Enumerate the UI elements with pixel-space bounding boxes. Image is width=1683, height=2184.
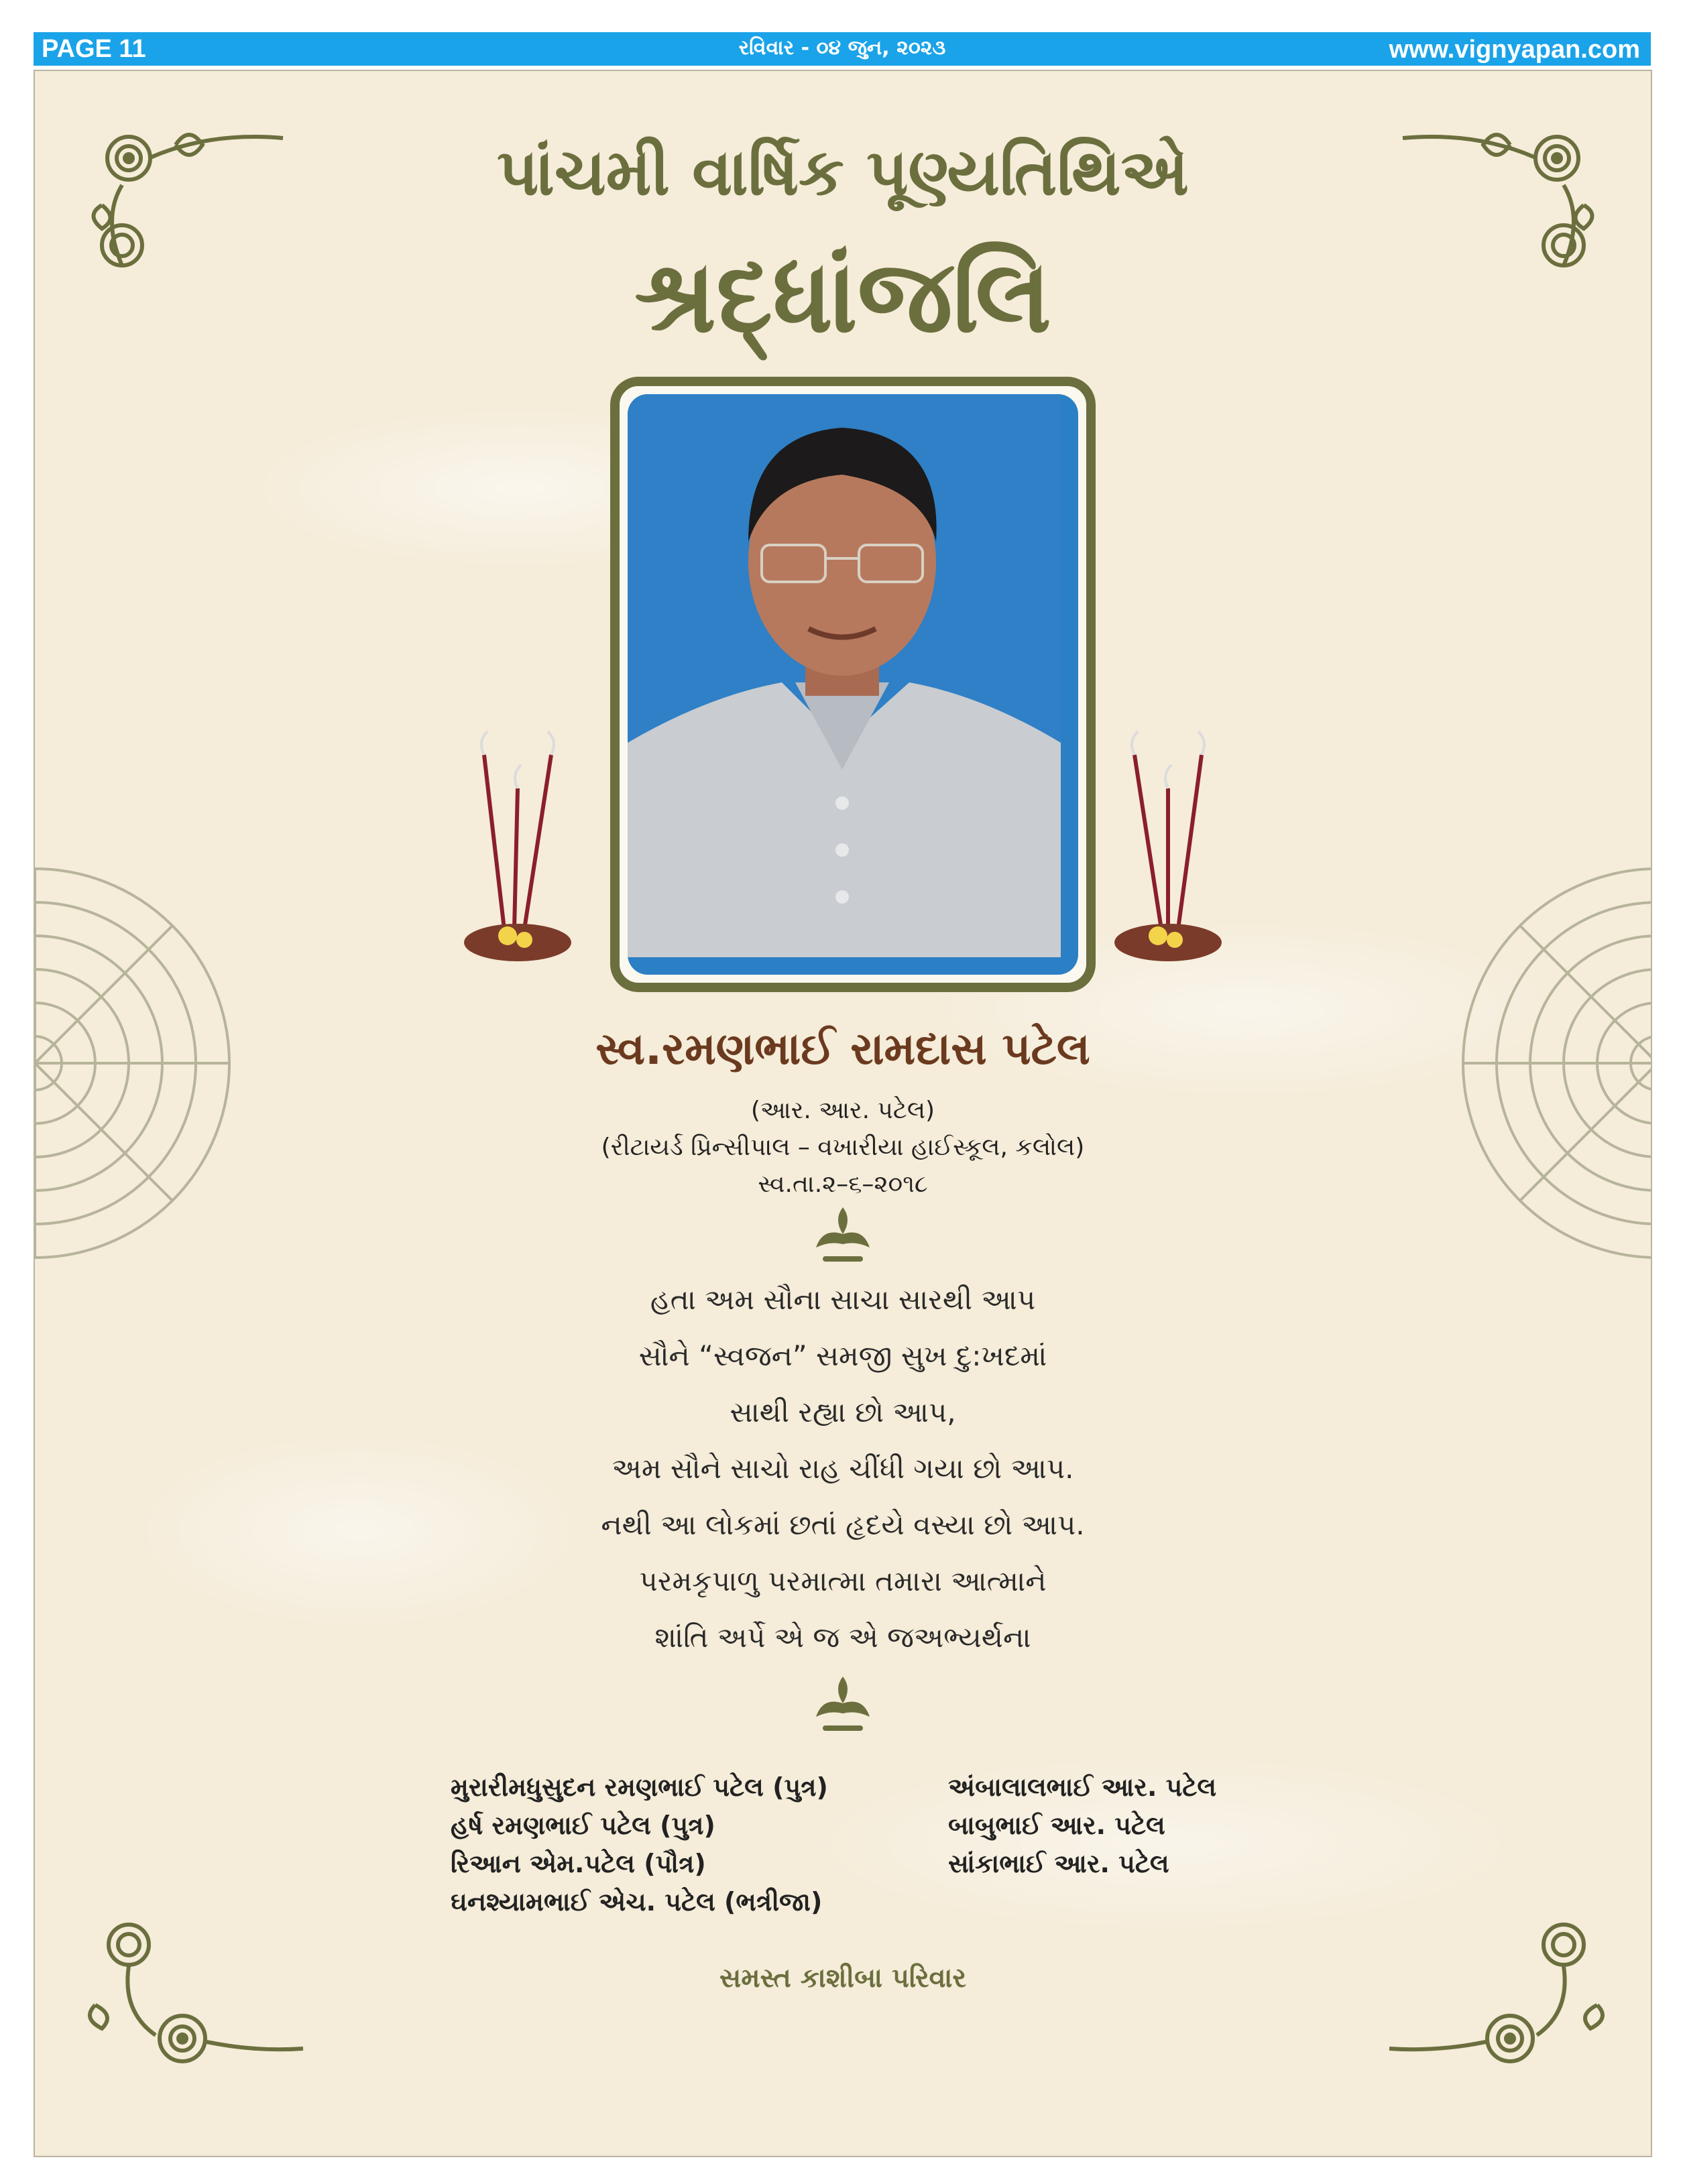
page-number: PAGE 11: [42, 35, 146, 63]
portrait-photo: [628, 394, 1078, 975]
incense-stand-right-icon: [1101, 728, 1235, 983]
family-signature: સમસ્ત કાશીબા પરિવાર: [719, 1963, 967, 1994]
poem-line-3: સાથી રહ્યા છો આપ,: [730, 1396, 956, 1429]
portrait-frame: [610, 377, 1096, 992]
flourish-divider-bottom-icon: [809, 1673, 876, 1740]
obituary-card: [34, 70, 1652, 2157]
tribute-heading: શ્રદ્ધાંજલિ: [634, 239, 1052, 355]
issue-date: રવિવાર - ૦૪ જુન, ૨૦૨૩: [738, 36, 946, 60]
top-bar: [34, 32, 1651, 66]
poem-line-5: નથી આ લોકમાં છતાં હૃદયે વસ્યા છો આપ.: [601, 1508, 1085, 1541]
deceased-designation: (રીટાયર્ડ પ્રિન્સીપાલ – વખારીયા હાઈસ્કૂલ, કલોલ): [601, 1134, 1085, 1161]
family-member: મુરારીમધુસુદન રમણભાઈ પટેલ (પુત્ર): [451, 1772, 828, 1802]
family-member: ઘનશ્યામભાઈ એચ. પટેલ (ભત્રીજા): [451, 1887, 823, 1917]
flourish-divider-top-icon: [809, 1204, 876, 1271]
family-member: રિઆન એમ.પટેલ (પૌત્ર): [451, 1849, 706, 1878]
family-member: બાબુભાઈ આર. પટેલ: [948, 1811, 1165, 1840]
anniversary-heading: પાંચમી વાર્ષિક પૂણ્યતિથિએ: [497, 135, 1189, 210]
poem-line-2: સૌને “સ્વજન” સમજી સુખ દુ:ખદમાં: [638, 1339, 1047, 1372]
poem-line-1: હતા અમ સૌના સાચા સારથી આપ: [650, 1283, 1036, 1316]
deceased-name: સ્વ.રમણભાઈ રામદાસ પટેલ: [595, 1023, 1090, 1075]
incense-stand-left-icon: [451, 728, 585, 983]
poem-line-6: પરમકૃપાળુ પરમાત્મા તમારા આત્માને: [639, 1565, 1047, 1597]
deceased-death-date: સ્વ.તા.૨–૬–૨૦૧૮: [758, 1170, 928, 1198]
family-member: સાંકાભાઈ આર. પટેલ: [948, 1849, 1169, 1878]
deceased-alias: (આર. આર. પટેલ): [750, 1097, 935, 1124]
family-member: હર્ષ રમણભાઈ પટેલ (પુત્ર): [451, 1811, 715, 1840]
family-member: અંબાલાલભાઈ આર. પટેલ: [948, 1772, 1217, 1802]
website-link[interactable]: www.vignyapan.com: [1389, 36, 1640, 64]
poem-line-4: અમ સૌને સાચો રાહ ચીંધી ગયા છો આપ.: [612, 1452, 1074, 1485]
poem-line-7: શાંતિ અર્પે એ જ એ જઅભ્યર્થના: [654, 1621, 1031, 1654]
